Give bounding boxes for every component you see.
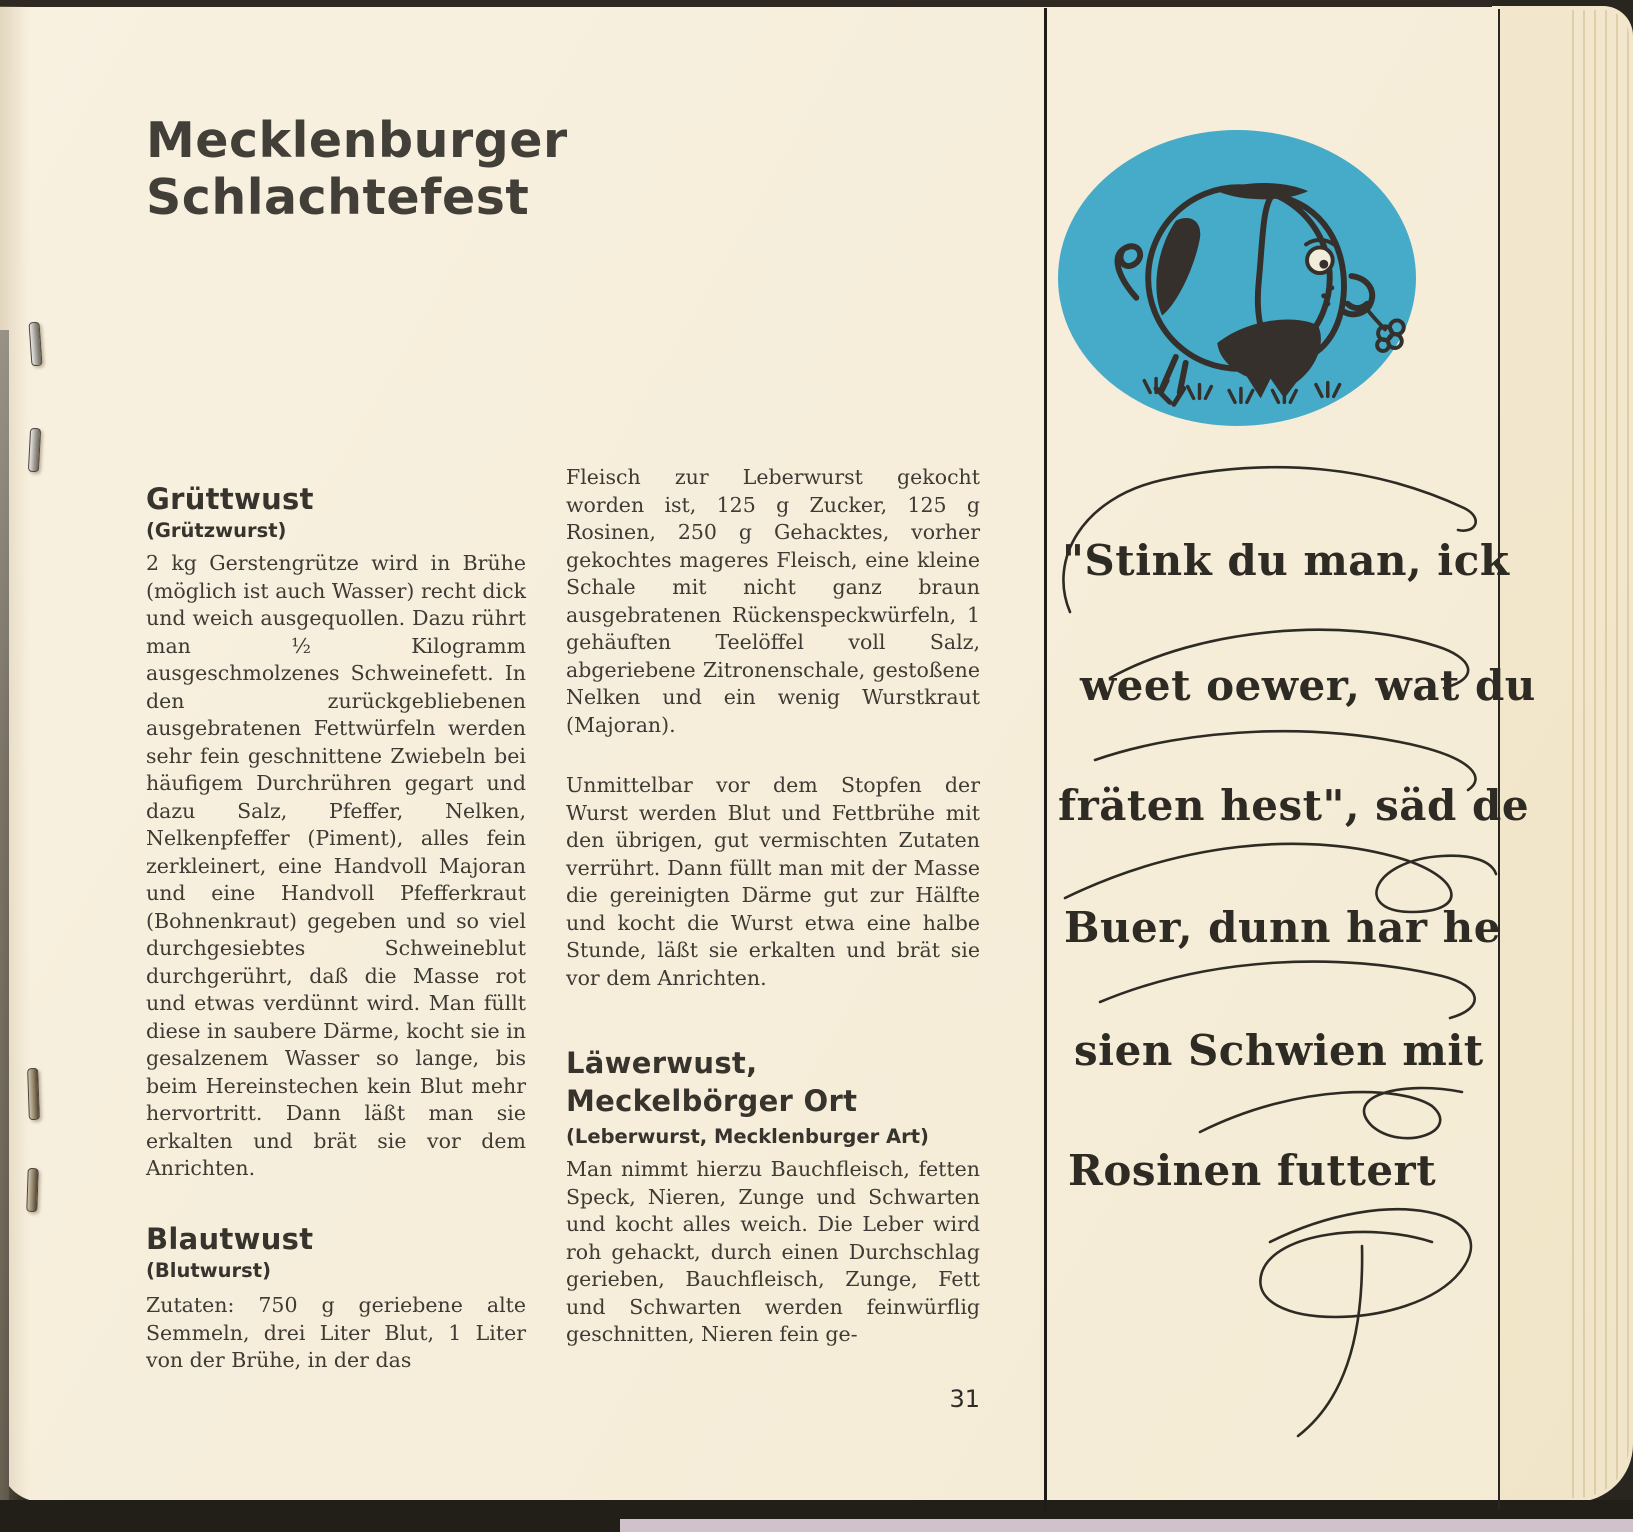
- stacked-page-edges: [1563, 10, 1629, 1498]
- calligraphy-flourishes: [1040, 440, 1510, 1500]
- recipe-heading-gruettwust: Grüttwust: [146, 482, 314, 516]
- recipe-body-laewerwust-partial: Man nimmt hierzu Bauchfleisch, fetten Speck, Nieren, Zunge und Schwarten und kocht alles weich. Die Leber wird roh gehackt, durch einen Durchschlag gerieben, Bauchfleisch, Zunge, Fett und Schwarten werden feinwürflig geschnitten, Nieren fein ge-: [566, 1157, 980, 1346]
- quote-line-1: "Stink du man, ick: [1062, 536, 1510, 585]
- page-title: Mecklenburger Schlachtefest: [146, 112, 568, 226]
- top-scan-shadow: [0, 0, 1492, 7]
- staple: [26, 1168, 39, 1212]
- recipe-heading-laewerwust-line2: Meckelbörger Ort: [566, 1084, 858, 1118]
- quote-line-4: Buer, dunn har he: [1064, 903, 1501, 952]
- recipe-subheading-leberwurst: (Leberwurst, Mecklenburger Art): [566, 1125, 929, 1148]
- quote-line-2: weet oewer, wat du: [1080, 661, 1536, 710]
- recipe-heading-laewerwust-line1: Läwerwust,: [566, 1046, 758, 1080]
- page-number: 31: [949, 1385, 980, 1413]
- staple: [28, 428, 41, 473]
- continuation-paragraph-2: Unmittelbar vor dem Stopfen der Wurst werden Blut und Fettbrühe mit den übrigen, gut vermischten Zutaten verrührt. Dann füllt man mit der Masse die gereinigten Därme gut zur Hälfte und kocht die Wurst etwa eine halbe Stunde, läßt sie erkalten und brät sie vor dem Anrichten.: [566, 773, 980, 990]
- recipe-heading-blautwust: Blautwust: [146, 1222, 314, 1256]
- blue-oval-vignette: [1058, 130, 1416, 426]
- pig-illustration: [1058, 130, 1416, 426]
- recipe-body-gruettwust: 2 kg Gerstengrütze wird in Brühe (möglich ist auch Wasser) recht dick und weich ausgequollen. Dazu rührt man ½ Kilogramm ausgeschmolzenes Schweinefett. In den zurückgebliebenen ausgebratenen Fettwürfeln werden sehr fein geschnittene Zwiebeln bei häufigem Durchrühren gegart und dazu Salz, Pfeffer, Nelken, Nelkenpfeffer (Piment), alles fein zerkleinert, eine Handvoll Majoran und eine Handvoll Pfefferkraut (Bohnenkraut) gegeben und so viel durchgesiebtes Schweineblut durchgerührt, daß die Masse rot und etwas verdünnt wird. Man füllt diese in saubere Därme, kocht sie in gesalzenem Wasser so lange, bis beim Hereinstechen kein Blut mehr hervortritt. Dann läßt man sie erkalten und brät sie vor dem Anrichten.: [146, 551, 526, 1180]
- recipe-subheading-gruetzwurst: (Grützwurst): [146, 519, 287, 542]
- recipe-body-blautwust-partial: Zutaten: 750 g geriebene alte Semmeln, drei Liter Blut, 1 Liter von der Brühe, in der das: [146, 1293, 526, 1372]
- left-page-shading: [0, 6, 30, 1502]
- quote-line-5: sien Schwien mit: [1074, 1026, 1484, 1075]
- quote-line-3: fräten hest", säd de: [1058, 781, 1530, 830]
- quote-line-6: Rosinen futtert: [1068, 1146, 1437, 1195]
- continuation-paragraph-1: Fleisch zur Leberwurst gekocht worden ist, 125 g Zucker, 125 g Rosinen, 250 g Gehacktes, vorher gekochtes mageres Fleisch, eine kleine Schale mit nicht ganz braun ausgebratenen Rückenspeckwürfeln, 1 gehäuften Teelöffel voll Salz, abgeriebene Zitronenschale, gestoßene Nelken und ein wenig Wurstkraut (Majoran).: [566, 465, 980, 737]
- scanner-lid-strip: [620, 1519, 1633, 1532]
- staple: [27, 1068, 40, 1120]
- recipe-subheading-blutwurst: (Blutwurst): [146, 1259, 272, 1282]
